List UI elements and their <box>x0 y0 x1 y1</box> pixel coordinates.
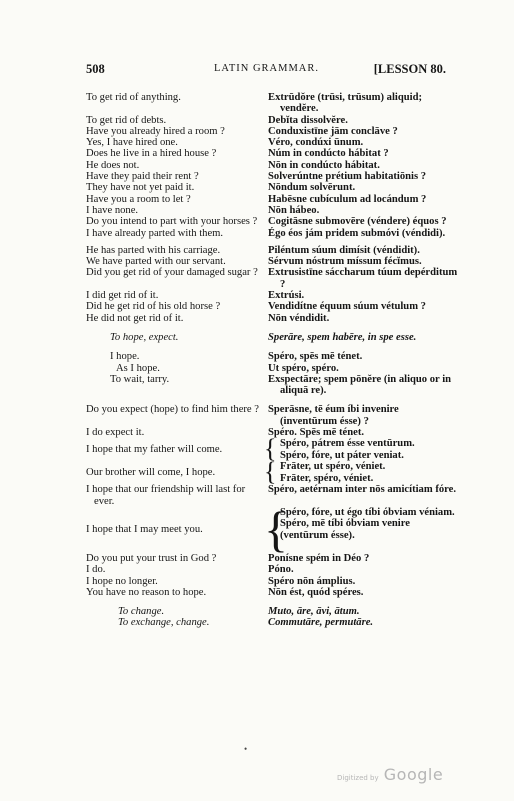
latin-text: Nōn véndidit. <box>268 312 330 324</box>
english-text: Does he live in a hired house ? <box>86 148 217 160</box>
english-text: Our brother will come, I hope. <box>86 467 216 479</box>
braced-row <box>86 457 458 487</box>
english-text: Yes, I have hired one. <box>86 137 178 149</box>
latin-text: Nōn in condúcto hábitat. <box>268 159 380 171</box>
latin-text: Debĭta dissolvĕre. <box>268 114 348 126</box>
english-text: I hope that I may meet you. <box>86 524 203 536</box>
latin-text: Núm in condúcto hábitat ? <box>268 148 389 160</box>
english-text: He does not. <box>86 159 140 171</box>
vocab-heading <box>86 332 458 343</box>
sentence-row <box>86 115 458 126</box>
latin-text: Commutāre, permutāre. <box>268 617 374 629</box>
english-text: Have they paid their rent ? <box>86 171 199 183</box>
sentence-row <box>86 290 458 301</box>
brace-mark: { <box>264 457 277 487</box>
english-text: I did get rid of it. <box>86 290 159 302</box>
english-text: I hope that our friendship will last for ever. <box>86 484 246 507</box>
latin-text: Conduxistīne jām conclāve ? <box>268 125 398 137</box>
sentence-row <box>86 267 458 290</box>
latin-text: Muto, āre, āvi, ātum. <box>268 606 360 618</box>
latin-text: Spéro, aetérnam inter nōs amicítiam fóre. <box>268 484 457 496</box>
english-text: I do. <box>86 564 106 576</box>
sentence-row <box>86 205 458 216</box>
sentence-row <box>86 182 458 193</box>
english-text: I hope. <box>110 351 140 363</box>
lesson-number: [LESSON 80. <box>373 62 446 76</box>
english-text: I have none. <box>86 204 139 216</box>
latin-text: Spéro nōn ámplius. <box>268 575 356 587</box>
latin-text: Extrūdŏre (trūsi, trūsum) aliquid; vendĕre. <box>268 92 423 115</box>
latin-text: Extrusistīne sáccharum túum depérditum ? <box>268 267 458 290</box>
english-text: Have you already hired a room ? <box>86 125 225 137</box>
latin-text: Frāter, ut spéro, véniet. <box>280 461 386 473</box>
latin-text: Spéro, spēs mē ténet. <box>268 351 363 363</box>
text-body <box>86 92 458 629</box>
vocab-row <box>86 363 458 374</box>
english-text: To wait, tarry. <box>110 373 170 385</box>
sentence-row <box>86 313 458 324</box>
braced-row <box>86 500 458 557</box>
english-text: To get rid of anything. <box>86 92 181 103</box>
latin-text: Spéro, mē tíbi óbviam venire (ventūrum ésse). <box>280 518 410 541</box>
sentence-row <box>86 171 458 182</box>
running-title: LATIN GRAMMAR. <box>214 63 320 74</box>
english-text: Have you a room to let ? <box>86 193 191 205</box>
english-text: You have no reason to hope. <box>86 586 207 598</box>
vocab-row <box>86 617 458 628</box>
sentence-row <box>86 160 458 171</box>
sentence-row <box>86 126 458 137</box>
latin-text: Piléntum súum dimísit (véndidit). <box>268 244 420 256</box>
english-text: I do expect it. <box>86 427 145 439</box>
sentence-row <box>86 228 458 239</box>
english-text: To change. <box>118 606 165 618</box>
english-text: Did he get rid of his old horse ? <box>86 301 221 313</box>
running-header <box>86 62 446 78</box>
latin-alternatives <box>264 500 458 557</box>
sentence-row <box>86 245 458 256</box>
latin-heading: Sperāre, spem habēre, in spe esse. <box>268 331 417 343</box>
english-text: Do you put your trust in God ? <box>86 552 217 564</box>
sentence-row <box>86 404 458 427</box>
sentence-row <box>86 301 458 312</box>
latin-text: Extrúsi. <box>268 290 305 302</box>
sentence-row <box>86 148 458 159</box>
sentence-row <box>86 256 458 267</box>
latin-text: Nōn ést, quód spéres. <box>268 586 364 598</box>
latin-text: Nōndum solvērunt. <box>268 182 356 194</box>
vocab-row <box>86 606 458 617</box>
digitized-stamp <box>337 765 443 784</box>
sentence-row <box>86 564 458 575</box>
sentence-row <box>86 92 458 115</box>
latin-text: Spéro. Spēs mē ténet. <box>268 427 365 439</box>
english-text: To get rid of debts. <box>86 114 167 126</box>
latin-text: Solverúntne prétium habitatiōnis ? <box>268 171 427 183</box>
latin-text: Vendidítne équum súum vétulum ? <box>268 301 426 313</box>
english-text: They have not yet paid it. <box>86 182 195 194</box>
vocab-row <box>86 351 458 362</box>
latin-text: Cogitāsne submovēre (véndere) équos ? <box>268 216 447 228</box>
latin-text: Sérvum nóstrum míssum fécĭmus. <box>268 256 422 268</box>
brace-mark: { <box>264 434 277 464</box>
sentence-row <box>86 194 458 205</box>
english-text: I hope no longer. <box>86 575 158 587</box>
latin-text: Póno. <box>268 564 294 576</box>
latin-text: Véro, condúxi ūnum. <box>268 137 364 149</box>
english-text: Do you expect (hope) to find him there ? <box>86 404 259 416</box>
vocab-row <box>86 374 458 397</box>
stamp-prefix: Digitized by <box>337 774 379 782</box>
english-text: We have parted with our servant. <box>86 256 226 268</box>
latin-text: Ut spéro, spéro. <box>268 362 339 374</box>
english-text: I have already parted with them. <box>86 227 224 239</box>
latin-text: Frāter, spéro, véniet. <box>280 472 374 484</box>
sentence-row <box>86 587 458 598</box>
latin-text: Spéro, fóre, ut páter veniat. <box>280 449 404 461</box>
english-text: Do you intend to part with your horses ? <box>86 216 258 228</box>
english-text: As I hope. <box>116 362 160 374</box>
english-text: I hope that my father will come. <box>86 444 223 456</box>
english-heading: To hope, expect. <box>110 331 179 343</box>
latin-text: Exspectāre; spem pōnĕre (in aliquo or in aliquā re). <box>268 373 452 397</box>
sentence-row <box>86 216 458 227</box>
sentence-row <box>86 576 458 587</box>
sentence-row <box>86 137 458 148</box>
footer-mark: • <box>244 744 248 754</box>
latin-text: Sperāsne, tē éum íbi invenire (inventūrum ésse) ? <box>268 404 399 427</box>
english-text: To exchange, change. <box>118 617 210 629</box>
latin-text: Nōn hábeo. <box>268 204 320 216</box>
english-text: He has parted with his carriage. <box>86 244 221 256</box>
latin-text: Spéro, fóre, ut égo tíbi óbviam véniam. <box>280 506 455 518</box>
english-text: Did you get rid of your damaged sugar ? <box>86 267 258 279</box>
latin-alternatives <box>264 434 458 464</box>
latin-text: Égo éos jám pridem submóvi (véndidi). <box>268 227 446 239</box>
latin-text: Habēsne cubículum ad locándum ? <box>268 193 427 205</box>
latin-text: Spéro, pátrem ésse ventūrum. <box>280 438 415 450</box>
brace-mark: { <box>264 500 288 557</box>
latin-text: Ponísne spém in Déo ? <box>268 552 370 564</box>
page-number: 508 <box>86 62 105 76</box>
google-logo: Google <box>383 765 444 784</box>
latin-alternatives <box>264 457 458 487</box>
english-text: He did not get rid of it. <box>86 312 184 324</box>
